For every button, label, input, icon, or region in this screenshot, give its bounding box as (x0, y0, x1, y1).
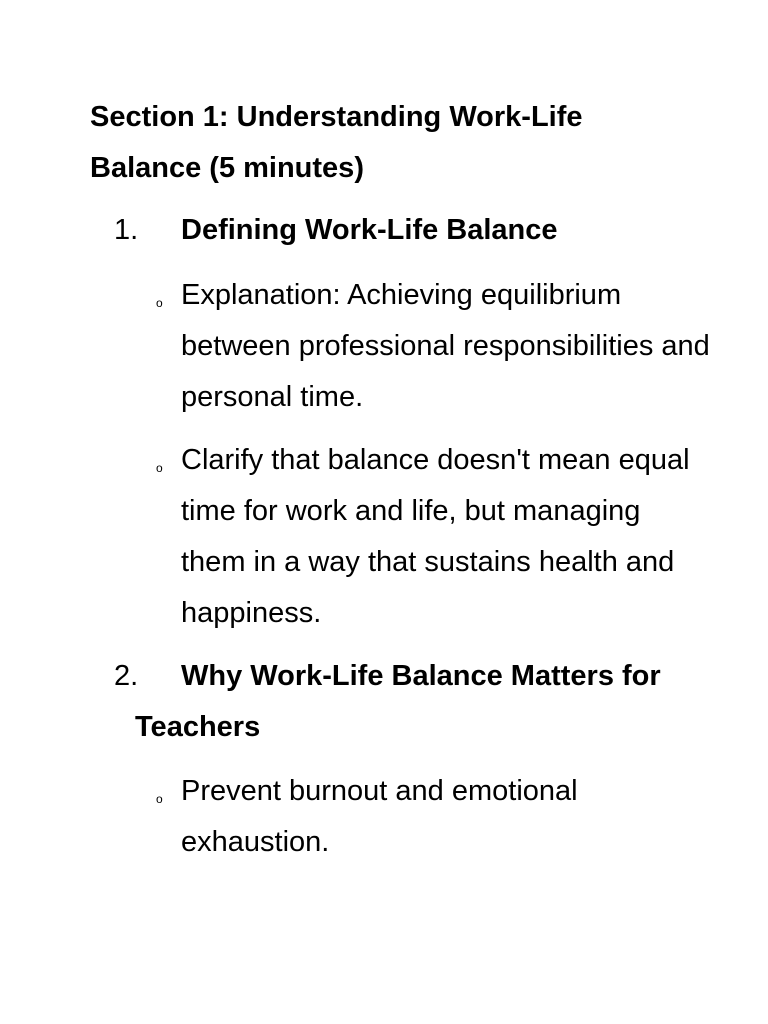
bullet-text: Explanation: Achieving equilibrium between professional responsibilities and personal time. (181, 279, 710, 413)
list-item-number: 1. (114, 214, 139, 246)
bullet-marker: o (156, 792, 163, 806)
list-item-number: 2. (114, 660, 139, 692)
list-item-heading: Why Work-Life Balance Matters for Teachers (135, 660, 661, 743)
bullet-text: Clarify that balance doesn't mean equal time for work and life, but managing them in a way that sustains health and happiness. (181, 444, 690, 629)
bullet-text: Prevent burnout and emotional exhaustion. (181, 775, 578, 858)
bullet-marker: o (156, 461, 163, 475)
list-item-heading: Defining Work-Life Balance (181, 214, 558, 246)
section-title: Section 1: Understanding Work-Life Balance (5 minutes) (90, 101, 583, 184)
bullet-marker: o (156, 296, 163, 310)
